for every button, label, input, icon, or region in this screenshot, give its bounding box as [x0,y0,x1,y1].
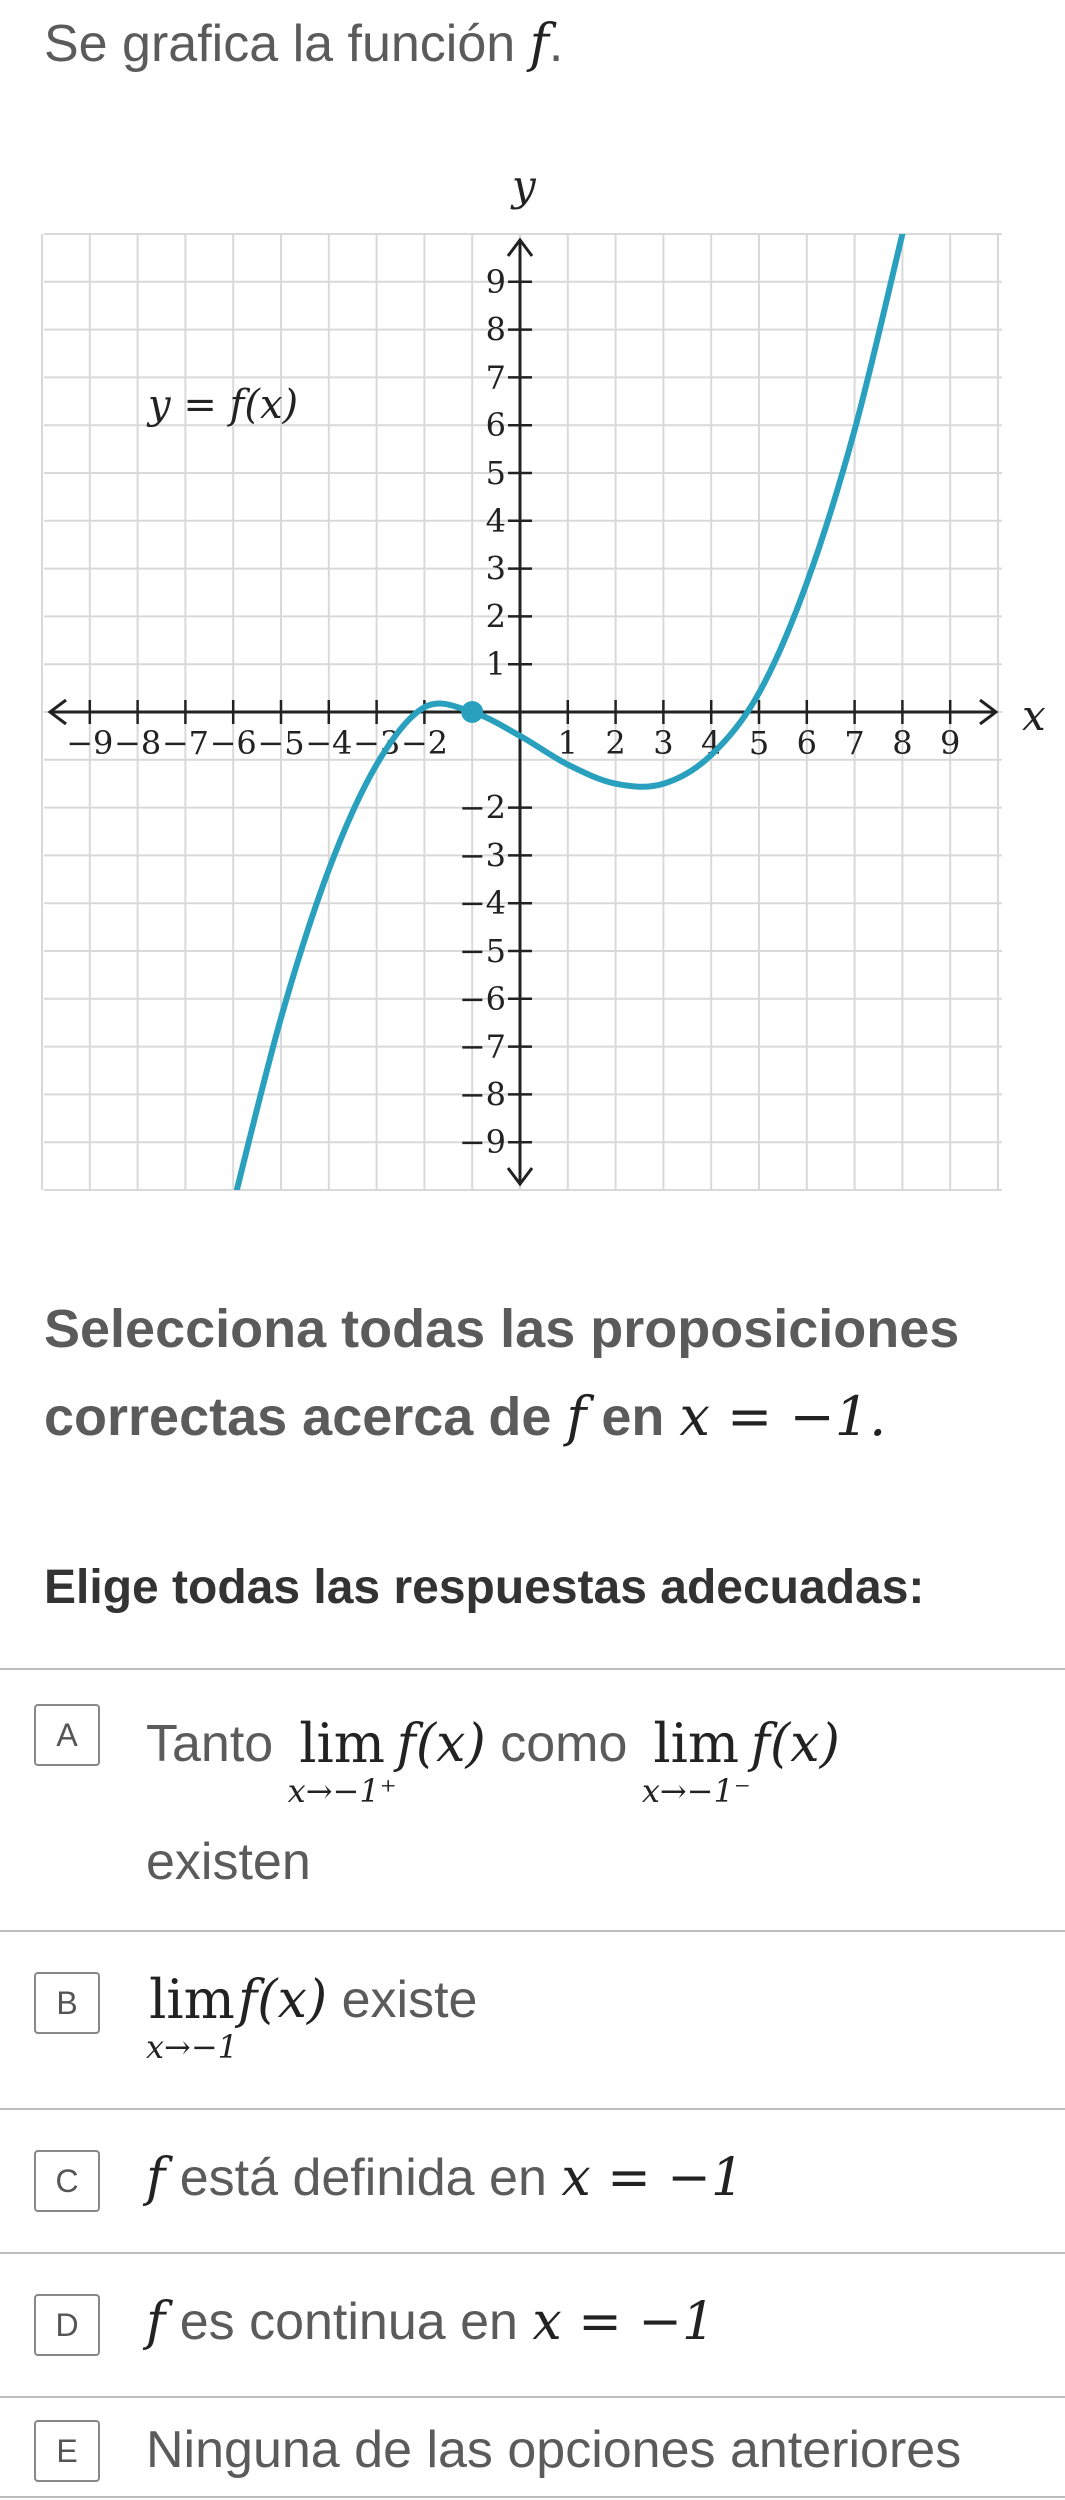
choice-b-letter: B [34,1972,100,2034]
x-axis-label: x [1022,691,1046,740]
x-tick-label: 6 [796,724,817,762]
x-tick-label: 4 [701,724,722,762]
x-tick-label: 3 [653,724,674,762]
choice-c-cond: x = −1 [561,2148,744,2208]
question-condition: x = −1. [679,1385,887,1448]
limit-left [642,1714,751,1808]
prompt-text [44,14,563,74]
question-en: en [601,1387,665,1447]
x-tick-label: 7 [844,724,865,762]
question-function-symbol: f [566,1385,587,1448]
choice-d[interactable] [0,2254,1065,2396]
x-tick-label: −4 [305,724,353,762]
y-tick-label: −4 [458,884,506,923]
choice-a-tanto: Tanto [146,1715,274,1773]
x-tick-label: −5 [257,724,305,762]
choice-c-body: está definida en [179,2149,547,2207]
choice-b-text [146,1970,477,2064]
choice-a-letter: A [34,1704,100,1766]
y-tick-label: −7 [458,1027,506,1066]
curve-label: y = f(x) [148,382,299,428]
y-tick-label: 6 [485,406,506,445]
limit-two-sided [146,1970,238,2064]
limit-left-lim: lim [653,1712,740,1775]
choice-d-fn: f [146,2292,166,2352]
prompt-function-symbol: f [529,14,549,74]
choice-b[interactable] [0,1932,1065,2108]
choice-c-text [146,2148,744,2208]
limit-two-sided-sub: x→−1 [146,2028,239,2066]
choice-a-fx1: f(x) [396,1714,486,1774]
limit-right-sub: x→−1⁺ [287,1772,397,1810]
x-tick-label: 1 [557,724,578,762]
choice-d-body: es continua en [179,2293,518,2351]
limit-two-sided-lim: lim [149,1968,235,2031]
y-tick-label: −6 [458,979,506,1018]
y-tick-label: −8 [458,1075,506,1114]
prompt-sentence: Se grafica la función [44,15,516,73]
y-tick-label: 9 [485,262,506,301]
y-tick-label: 7 [485,358,506,397]
choice-d-letter: D [34,2294,100,2356]
x-tick-label: −8 [114,724,162,762]
choice-e[interactable] [0,2398,1065,2498]
x-tick-label: −3 [353,724,401,762]
x-tick-label: 5 [748,724,770,762]
prompt-end: . [548,15,564,73]
choice-a-fx2: f(x) [750,1714,840,1774]
y-tick-label: 8 [485,310,506,349]
limit-right [288,1714,397,1808]
y-tick-label: 3 [485,549,506,588]
choice-c-letter: C [34,2150,100,2212]
choice-a-line2: existen [146,1833,311,1891]
choice-a-text [146,1714,840,1808]
choice-b-tail: existe [341,1971,478,2029]
y-tick-label: −3 [458,836,506,875]
y-tick-label: 2 [485,597,506,636]
limit-left-sub: x→−1⁻ [641,1772,751,1810]
choice-a-como: como [500,1715,628,1773]
x-tick-label: −9 [66,724,114,762]
x-tick-label: −2 [400,724,448,762]
x-tick-label: −7 [161,724,209,762]
divider [0,2496,1065,2498]
question-line-2-text: correctas acerca de [44,1387,552,1447]
x-tick-label: 8 [892,724,913,762]
choice-c[interactable] [0,2110,1065,2252]
x-tick-label: 2 [605,724,626,762]
choice-e-letter: E [34,2420,100,2482]
choice-c-fn: f [146,2148,166,2208]
y-tick-label: 1 [485,645,506,684]
y-tick-label: 5 [485,454,506,492]
function-graph [0,160,1065,1200]
choice-d-text [146,2292,715,2352]
instruction: Elige todas las respuestas adecuadas: [44,1561,925,1614]
question-line-2 [44,1385,886,1448]
choice-a[interactable] [0,1670,1065,1930]
y-tick-label: −9 [458,1123,506,1162]
choice-e-text: Ninguna de las opciones anteriores [146,2421,962,2479]
y-tick-label: −2 [458,788,506,827]
y-tick-label: 4 [485,501,506,540]
question-line-1: Selecciona todas las proposiciones [44,1299,960,1359]
highlighted-point [461,701,483,723]
y-tick-label: −5 [458,932,506,970]
x-tick-label: −6 [209,724,257,762]
limit-right-lim: lim [299,1712,385,1775]
choice-d-cond: x = −1 [532,2292,716,2352]
y-axis-label: y [512,161,536,210]
x-tick-label: 9 [940,724,961,762]
choice-b-fx: f(x) [238,1970,328,2030]
